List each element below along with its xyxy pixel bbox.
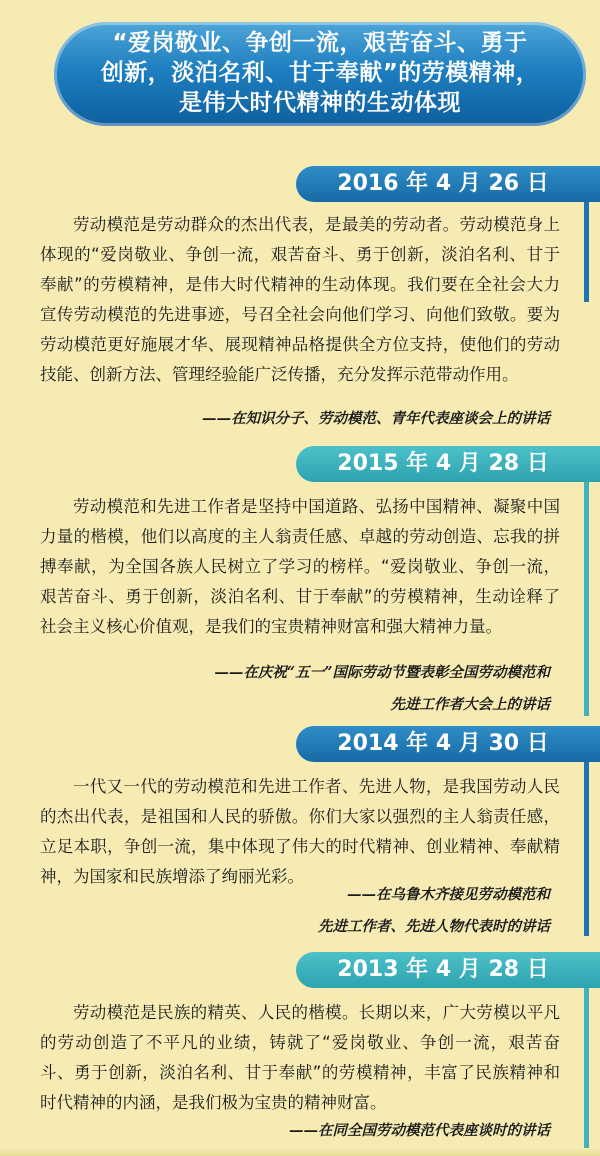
source-line: ——在同全国劳动模范代表座谈时的讲话 (289, 1122, 550, 1139)
quote-paragraph: 劳动模范是民族的精英、人民的楷模。长期以来，广大劳模以平凡的劳动创造了不平凡的业绩，铸就了“爱岗敬业、争创一流，艰苦奋斗、勇于创新，淡泊名利、甘于奉献”的劳模精神，丰富了民族精神和时代精神的内涵，是我们极为宝贵的精神财富。 (40, 1003, 560, 1112)
quote-paragraph: 劳动模范和先进工作者是坚持中国道路、弘扬中国精神、凝聚中国力量的楷模，他们以高度的主人翁责任感、卓越的劳动创造、忘我的拼搏奉献，为全国各族人民树立了学习的榜样。“爱岗敬业、争创一流，艰苦奋斗、勇于创新，淡泊名利、甘于奉献”的劳模精神，生动诠释了社会主义核心价值观，是我们的宝贵精神财富和强大精神力量。 (40, 497, 560, 636)
date-label: 2016 年 4 月 26 日 (337, 171, 549, 196)
banner-title-line: “爱岗敬业、争创一流，艰苦奋斗、勇于 (112, 30, 528, 56)
banner-title (80, 28, 560, 118)
quote-paragraph: 劳动模范是劳动群众的杰出代表，是最美的劳动者。劳动模范身上体现的“爱岗敬业、争创一流，艰苦奋斗、勇于创新，淡泊名利、甘于奉献”的劳模精神，是伟大时代精神的生动体现。我们要在全社会大力宣传劳动模范的先进事迹，号召全社会向他们学习、向他们致敬。要为劳动模范更好施展才华、展现精神品格提供全方位支持，使他们的劳动技能、创新方法、管理经验能广泛传播，充分发挥示范带动作用。 (40, 215, 560, 384)
section-divider-line (584, 446, 589, 716)
source-line: 先进工作者大会上的讲话 (390, 696, 550, 713)
source-line: ——在庆祝“五一”国际劳动节暨表彰全国劳动模范和 (214, 664, 550, 681)
date-label: 2013 年 4 月 28 日 (337, 957, 549, 982)
source-line: 先进工作者、先进人物代表时的讲话 (318, 918, 550, 935)
date-bar (296, 166, 600, 202)
bottom-edge (0, 1148, 600, 1156)
banner-title-line: 是伟大时代精神的生动体现 (179, 90, 461, 116)
date-bar (296, 446, 600, 482)
source-line: ——在乌鲁木齐接见劳动模范和 (347, 886, 550, 903)
date-bar (296, 952, 600, 988)
banner-title-line: 创新，淡泊名利、甘于奉献”的劳模精神， (100, 60, 540, 86)
date-label: 2014 年 4 月 30 日 (337, 731, 549, 756)
date-label: 2015 年 4 月 28 日 (337, 451, 549, 476)
quote-paragraph: 一代又一代的劳动模范和先进工作者、先进人物，是我国劳动人民的杰出代表，是祖国和人民的骄傲。你们大家以强烈的主人翁责任感，立足本职，争创一流，集中体现了伟大的时代精神、创业精神、奉献精神，为国家和民族增添了绚丽光彩。 (40, 777, 560, 886)
date-bar (296, 726, 600, 762)
source-line: ——在知识分子、劳动模范、青年代表座谈会上的讲话 (202, 410, 550, 427)
